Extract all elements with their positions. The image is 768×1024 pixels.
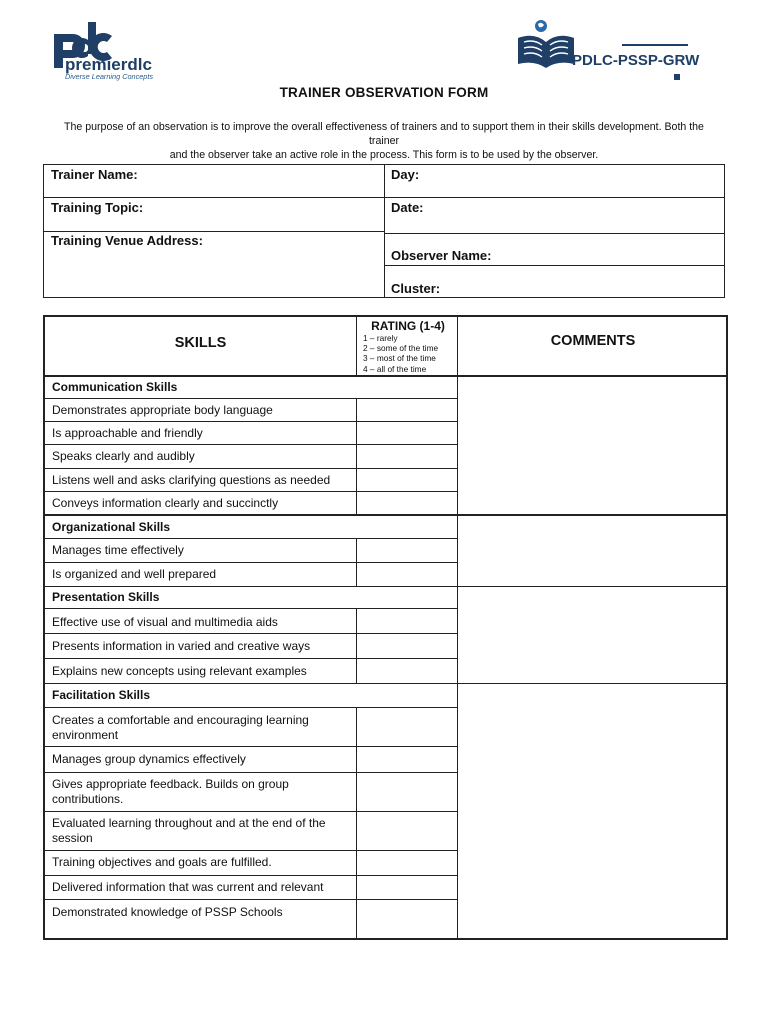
info-rule (384, 265, 724, 266)
row-rule (45, 608, 457, 609)
info-rule (384, 197, 724, 198)
skill-item: Listens well and asks clarifying questions as needed (52, 473, 331, 487)
skill-item: Gives appropriate feedback. Builds on group contributions. (52, 777, 289, 806)
intro-text (50, 120, 718, 162)
info-rule (384, 233, 724, 234)
skill-item: Effective use of visual and multimedia aids (52, 615, 278, 629)
col-line (457, 317, 458, 938)
skill-item: Training objectives and goals are fulfilled. (52, 855, 272, 869)
venue-label: Training Venue Address: (51, 233, 203, 248)
rating-header (357, 319, 459, 374)
date-label: Date: (391, 200, 424, 215)
row-rule (45, 811, 457, 812)
form-title: TRAINER OBSERVATION FORM (279, 85, 489, 100)
rating-col-line (356, 707, 357, 938)
rating-scale-3: 3 – most of the time (363, 353, 436, 364)
skill-item: Is organized and well prepared (52, 567, 217, 581)
col-line (356, 317, 357, 375)
row-rule (45, 772, 457, 773)
skills-rating-table (43, 315, 728, 940)
row-rule (45, 899, 457, 900)
header-rule (45, 375, 726, 377)
rating-scale-4: 4 – all of the time (363, 363, 427, 374)
info-divider (384, 165, 385, 297)
row-rule (45, 707, 457, 708)
rating-scale-2: 2 – some of the time (363, 343, 439, 354)
section-rule (45, 514, 726, 516)
skill-item: Manages group dynamics effectively (52, 752, 246, 766)
comments-header: COMMENTS (550, 333, 636, 349)
svg-text:Diverse Learning Concepts: Diverse Learning Concepts (65, 72, 154, 81)
premierdlc-logo (52, 20, 222, 82)
row-rule (45, 633, 457, 634)
skill-item: Conveys information clearly and succinctly (52, 496, 279, 510)
skill-item: Evaluated learning throughout and at the end of the session (52, 816, 326, 845)
category-presentation: Presentation Skills (52, 590, 160, 604)
row-rule (45, 538, 457, 539)
observer-name-label: Observer Name: (391, 248, 492, 263)
svg-text:premierdlc: premierdlc (65, 55, 152, 74)
trainer-name-label: Trainer Name: (51, 167, 138, 182)
row-rule (45, 421, 457, 422)
info-rule (44, 231, 384, 232)
day-label: Day: (391, 167, 420, 182)
rating-scale-1: 1 – rarely (363, 333, 398, 343)
section-rule (45, 586, 726, 587)
skill-item: Delivered information that was current and relevant (52, 880, 324, 894)
skill-item: Presents information in varied and creative ways (52, 639, 311, 653)
rating-title: RATING (1-4) (371, 319, 445, 333)
row-rule (45, 398, 457, 399)
skill-item: Manages time effectively (52, 543, 184, 557)
skills-header: SKILLS (174, 335, 227, 351)
category-communication: Communication Skills (52, 380, 178, 394)
row-rule (45, 658, 457, 659)
row-rule (45, 491, 457, 492)
skill-item: Demonstrates appropriate body language (52, 403, 273, 417)
row-rule (45, 850, 457, 851)
info-rule (44, 197, 384, 198)
training-topic-label: Training Topic: (51, 200, 144, 215)
intro-line-1: The purpose of an observation is to improve the overall effectiveness of trainers and to support them in their skills development. Both the trainer (64, 121, 704, 147)
pdlc-pssp-grw-logo (514, 16, 714, 82)
trainer-info-table (43, 164, 725, 298)
row-rule (45, 875, 457, 876)
row-rule (45, 562, 457, 563)
skill-item: Speaks clearly and audibly (52, 449, 195, 463)
row-rule (45, 468, 457, 469)
intro-line-2: and the observer take an active role in the process. This form is to be used by the observer. (169, 149, 599, 161)
row-rule (45, 444, 457, 445)
row-rule (45, 746, 457, 747)
skill-item: Demonstrated knowledge of PSSP Schools (52, 905, 283, 919)
rating-col-line (356, 398, 357, 515)
rating-col-line (356, 608, 357, 683)
category-facilitation: Facilitation Skills (52, 688, 151, 702)
skill-item: Is approachable and friendly (52, 426, 203, 440)
skill-item: Creates a comfortable and encouraging learning environment (52, 713, 309, 742)
svg-text:PDLC-PSSP-GRW: PDLC-PSSP-GRW (572, 52, 700, 69)
skill-item: Explains new concepts using relevant examples (52, 664, 307, 678)
cluster-label: Cluster: (391, 281, 441, 296)
category-organizational: Organizational Skills (52, 520, 171, 534)
section-rule (45, 683, 726, 684)
